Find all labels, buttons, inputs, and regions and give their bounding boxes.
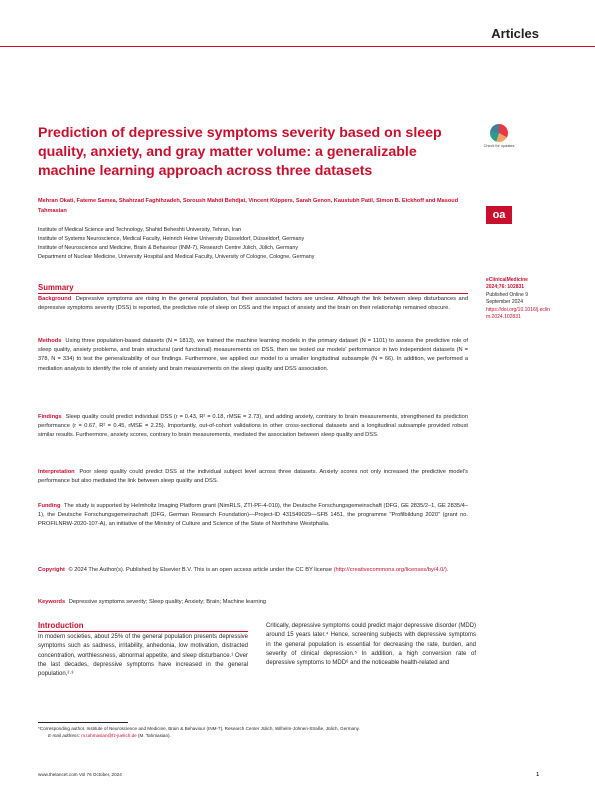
keywords-text: Depressive symptoms severity; Sleep quality; Anxiety; Brain; Machine learning — [68, 599, 267, 605]
affiliation-b: Institute of Systems Neuroscience, Medical Faculty, Heinrich Heine University Düsseldorf, Düsseldorf, Germany — [38, 236, 305, 242]
license-link[interactable]: (http://creativecommons.org/licenses/by/4.0/). — [333, 567, 449, 573]
findings-label: Findings — [38, 414, 62, 420]
footnote-rule — [38, 722, 128, 723]
article-info-sidebar — [486, 277, 550, 321]
keywords-label: Keywords — [38, 599, 66, 605]
summary-methods — [38, 337, 468, 374]
journal-name: eClinicalMedicine — [486, 277, 528, 283]
introduction-rule — [38, 631, 248, 632]
funding-label: Funding — [38, 503, 61, 509]
intro-right-column: Critically, depressive symptoms could predict major depressive disorder (MDD) around 15 years later.⁴ Hence, screening subjects with depressive symptoms in the general population is essential for decreasing the rate, burden, and severity of clinical depression.⁵ In addition, a high conversion rate of depressive symptoms to MDD⁶ and the noticeable health-related and — [266, 623, 476, 667]
email-line — [38, 733, 550, 740]
check-for-updates-badge[interactable] — [483, 124, 515, 154]
summary-rule — [38, 293, 468, 294]
check-updates-icon — [490, 124, 508, 142]
corresponding-author: *Corresponding author. Institute of Neuroscience and Medicine, Brain & Behaviour (INM-7), Research Center Jülich, Wilhelm-Johnen-Straße, Jülich, Germany. — [38, 726, 360, 731]
interpretation-text: Poor sleep quality could predict DSS at the individual subject level across three datasets. Anxiety scores not only increased the predictive model's performance but also mediated the link between sleep quality and DSS. — [38, 469, 468, 485]
affiliation-c: Institute of Neuroscience and Medicine, Brain & Behaviour (INM-7), Research Centre Jülich, Jülich, Germany — [38, 245, 299, 251]
journal-footer[interactable]: www.thelancet.com Vol 76 October, 2024 — [38, 772, 122, 777]
page-number: 1 — [536, 772, 539, 778]
summary-copyright — [38, 566, 468, 575]
copyright-label: Copyright — [38, 567, 65, 573]
summary-heading: Summary — [38, 283, 74, 292]
summary-funding — [38, 502, 468, 530]
email-owner: (M. Tahmasian). — [137, 732, 171, 738]
summary-interpretation — [38, 468, 468, 486]
published-online: Published Online 9 — [486, 291, 528, 298]
affiliation-d: Department of Nuclear Medicine, University Hospital and Medical Faculty, University of Cologne, Cologne, Germany — [38, 254, 315, 260]
journal-volume: 2024;76: 102831 — [486, 284, 525, 291]
intro-left-column: In modern societies, about 25% of the general population presents depressive symptoms such as sadness, irritability, anhedonia, low motivation, distracted concentration, worthlessness, abnormal appetite, and sleep disturbance.¹ Over the last decades, depressive symptoms have increased in the general population,²·³ — [38, 634, 248, 678]
published-date: September 2024 — [486, 299, 523, 306]
affiliations — [38, 226, 468, 262]
affiliation-a: Institute of Medical Science and Technology, Shahid Beheshti University, Tehran, Iran — [38, 227, 242, 233]
doi-link[interactable]: https://doi.org/10.1016/j.eclinm.2024.102831 — [486, 306, 550, 321]
copyright-text: © 2024 The Author(s). Published by Elsevier B.V. This is an open access article under the CC BY license — [68, 567, 332, 573]
footnote — [38, 726, 550, 740]
methods-label: Methods — [38, 338, 62, 344]
introduction-heading: Introduction — [38, 621, 84, 630]
summary-keywords — [38, 598, 468, 607]
article-title: Prediction of depressive symptoms severity based on sleep quality, anxiety, and gray matter volume: a generalizable machine learning approach across three datasets — [38, 125, 442, 179]
interpretation-label: Interpretation — [38, 469, 75, 475]
summary-background — [38, 295, 468, 313]
summary-findings — [38, 413, 468, 441]
findings-text: Sleep quality could predict individual DSS (r = 0.43, R² = 0.18, rMSE = 2.73), and adding anxiety, contrary to brain measurements, strengthened its prediction performance (r = 0.67, R² = 0.45, rMSE = 2.25). Importantly, out-of-cohort validations in other cross-sectional datasets and a longitudinal subsample provided robust similar results. Furthermore, anxiety scores, contrary to brain measurements, mediated the association between sleep quality and DSS. — [38, 414, 468, 439]
email-link[interactable]: m.tahmasian@fz-juelich.de — [81, 732, 137, 738]
background-label: Background — [38, 296, 72, 302]
header-rule — [0, 46, 595, 47]
background-text: Depressive symptoms are rising in the general population, but their associated factors are unclear. Although the link between sleep disturbances and depressive symptoms severity (DSS) is reported, the predictive role of sleep on DSS and the impact of anxiety and the brain on their relationship remained obscure. — [38, 296, 468, 312]
email-label: E-mail address: — [48, 732, 80, 738]
check-updates-label: Check for updates — [483, 144, 515, 148]
methods-text: Using three population-based datasets (N = 1813), we trained the machine learning models in the primary dataset (N = 1101) to assess the predictive role of sleep quality, anxiety problems, and brain structural (and functional) measurements on DSS, then we tested our models' performance in two independent datasets (N = 378, N = 334) to test the generalizability of our findings. Furthermore, we applied our model to a smaller longitudinal subsample (N = 66). In addition, we performed a mediation analysis to identify the role of anxiety and brain measurements on the sleep quality and DSS association. — [38, 338, 468, 372]
section-label: Articles — [491, 26, 539, 41]
author-list: Mehran Okati, Fateme Samea, Shahrzad Faghihzadeh, Soroush Mahdi Behdjat, Vincent Küppers, Sarah Genon, Kaustubh Patil, Simon B. Eickhoff and Masoud Tahmasian — [38, 198, 459, 214]
open-access-badge: oa — [486, 206, 512, 224]
funding-text: The study is supported by Helmholtz Imaging Platform grant (NimRLS, ZTI-PF-4-010), the Deutsche Forschungsgemeinschaft (DFG, GE 2835/2–1, GE 2835/4–1), the Deutsche Forschungsgemeinschaft (DFG, German Research Foundation)—Project-ID 431549029—SFB 1451, the programme "Profilbildung 2020" (grant no. PROFILNRW-2020-107-A), an initiative of the Ministry of Culture and Science of the State of Northrhine Westphalia. — [38, 503, 468, 528]
